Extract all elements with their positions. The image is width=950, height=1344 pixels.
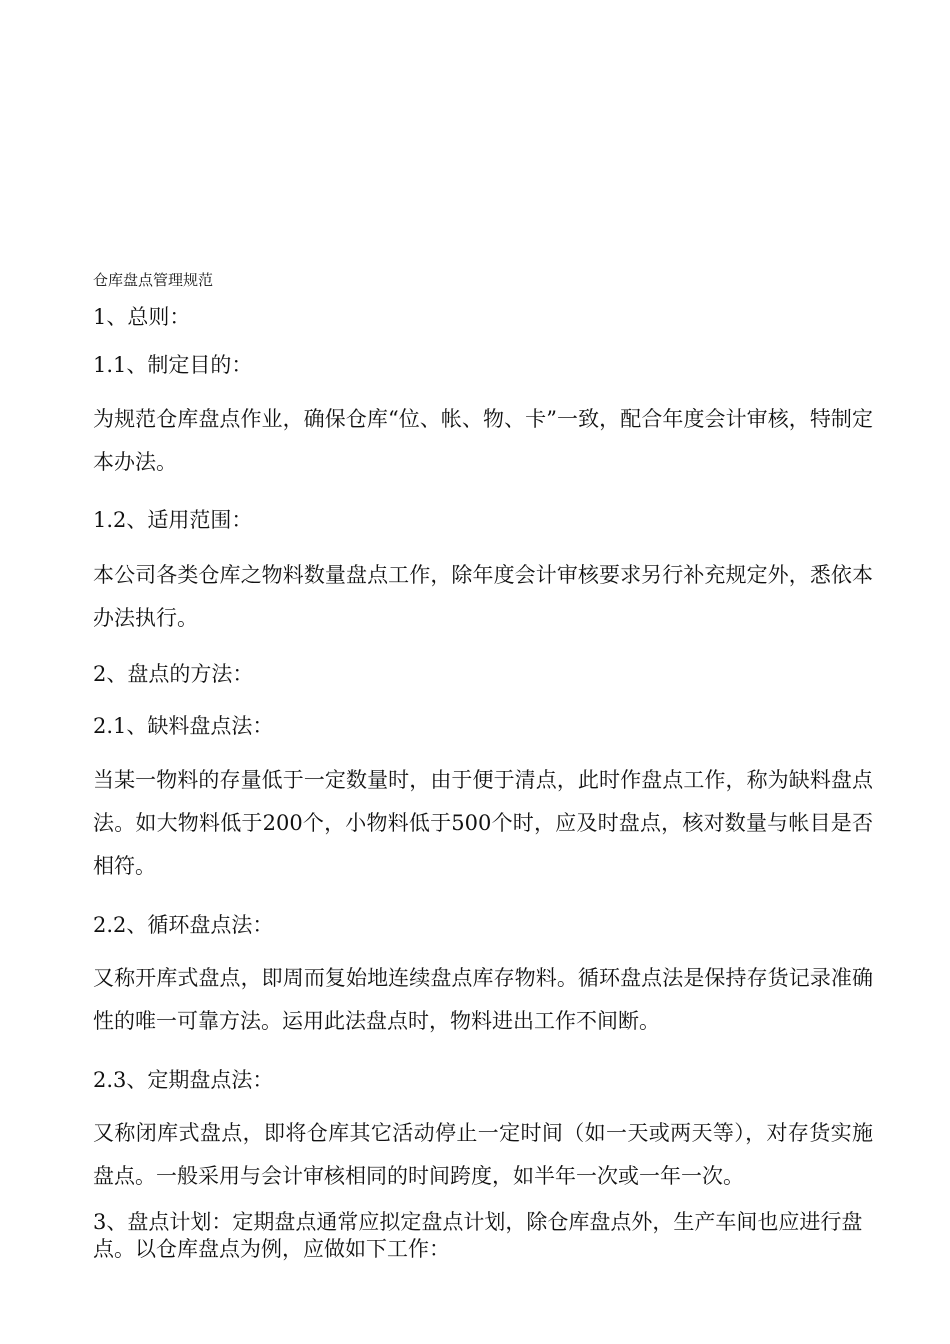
section-2-3-heading: 2.3、定期盘点法： — [93, 1068, 274, 1092]
section-2-heading: 2、盘点的方法： — [93, 662, 254, 686]
section-3-text: 3、盘点计划：定期盘点通常应拟定盘点计划，除仓库盘点外，生产车间也应进行盘点。以仓库盘点为例，应做如下工作： — [93, 1210, 863, 1261]
section-1-2-text: 本公司各类仓库之物料数量盘点工作，除年度会计审核要求另行补充规定外，悉依本办法执行。 — [93, 563, 873, 630]
section-2-2-text: 又称开库式盘点，即周而复始地连续盘点库存物料。循环盘点法是保持存货记录准确性的唯一可靠方法。运用此法盘点时，物料进出工作不间断。 — [93, 966, 873, 1033]
section-1-heading: 1、总则： — [93, 305, 191, 329]
section-2-3-text: 又称闭库式盘点，即将仓库其它活动停止一定时间（如一天或两天等），对存货实施盘点。一般采用与会计审核相同的时间跨度，如半年一次或一年一次。 — [93, 1121, 873, 1188]
section-1-1-text: 为规范仓库盘点作业，确保仓库“位、帐、物、卡”一致，配合年度会计审核，特制定本办法。 — [93, 407, 873, 474]
section-2-2-heading: 2.2、循环盘点法： — [93, 913, 274, 937]
section-2-1-text: 当某一物料的存量低于一定数量时，由于便于清点，此时作盘点工作，称为缺料盘点法。如大物料低于200个，小物料低于500个时，应及时盘点，核对数量与帐目是否相符。 — [93, 768, 873, 878]
document-title: 仓库盘点管理规范 — [93, 271, 214, 289]
section-2-1-heading: 2.1、缺料盘点法： — [93, 714, 274, 738]
section-1-1-heading: 1.1、制定目的： — [93, 353, 253, 377]
section-1-2-heading: 1.2、适用范围： — [93, 508, 253, 532]
